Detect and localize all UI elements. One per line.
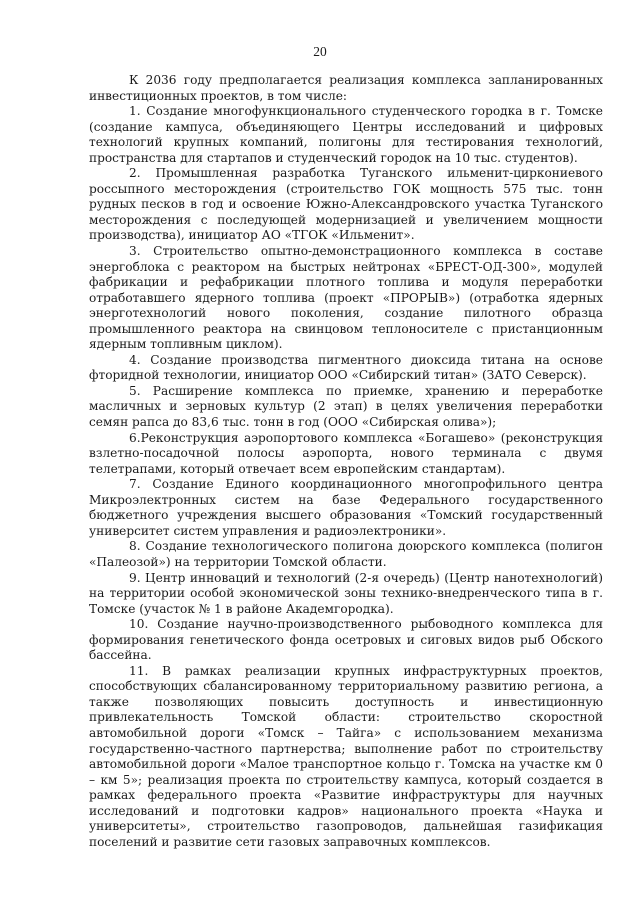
page-number: 20	[313, 44, 327, 59]
document-body	[89, 73, 603, 850]
list-item-10: 10. Создание научно-производственного рыбоводного комплекса для формирования генетического фонда осетровых и сиговых видов рыб Обского бассейна.	[89, 617, 603, 663]
list-item-8: 8. Создание технологического полигона доюрского комплекса (полигон «Палеозой») на территории Томской области.	[89, 539, 603, 569]
list-item-9: 9. Центр инноваций и технологий (2-я очередь) (Центр нанотехнологий) на территории особой экономической зоны технико-внедренческого типа в г. Томске (участок № 1 в районе Академгородка).	[89, 570, 603, 616]
list-item-5: 5. Расширение комплекса по приемке, хранению и переработке масличных и зерновых культур (2 этап) в целях увеличения переработки семян рапса до 83,6 тыс. тонн в год (ООО «Сибирская олива»);	[89, 383, 603, 430]
list-item-6: 6.Реконструкция аэропортового комплекса «Богашево» (реконструкция взлетно-посадочной полосы аэропорта, нового терминала с двумя телетрапами, который отвечает всем европейским стандартам).	[89, 430, 603, 476]
list-item-3: 3. Строительство опытно-демонстрационного комплекса в составе энергоблока с реактором на быстрых нейтронах «БРЕСТ-ОД-300», модулей фабрикации и рефабрикации плотного топлива и модуля переработки отработавшего ядерного топлива (проект «ПРОРЫВ») (отработка ядерных энерготехнологий нового поколения, создание пилотного образца промышленного реактора на свинцовом теплоносителе с пристанционным ядерным топливным циклом).	[89, 244, 603, 352]
paragraph-intro: К 2036 году предполагается реализация комплекса запланированных инвестиционных проектов, в том числе:	[89, 73, 603, 103]
list-item-2: 2. Промышленная разработка Туганского ильменит-циркониевого россыпного месторождения (строительство ГОК мощность 575 тыс. тонн рудных песков в год и освоение Южно-Александровского участка Туганского месторождения с последующей модернизацией и увеличением мощности производства), инициатор АО «ТГОК «Ильменит».	[89, 166, 603, 243]
list-item-1: 1. Создание многофункционального студенческого городка в г. Томске (создание кампуса, объединяющего Центры исследований и цифровых технологий крупных компаний, полигоны для тестирования технологий, пространства для стартапов и студенческий городок на 10 тыс. студентов).	[89, 104, 603, 165]
list-item-4: 4. Создание производства пигментного диоксида титана на основе фторидной технологии, инициатор ООО «Сибирский титан» (ЗАТО Северск).	[89, 352, 603, 383]
list-item-11: 11. В рамках реализации крупных инфраструктурных проектов, способствующих сбалансированному территориальному развитию региона, а также позволяющих повысить доступность и инвестиционную привлекательность Томской области: строительство скоростной автомобильной дороги «Томск – Тайга» с использованием механизма государственно-частного партнерства; выполнение работ по строительству автомобильной дороги «Малое транспортное кольцо г. Томска на участке км 0 – км 5»; реализация проекта по строительству кампуса, который создается в рамках федерального проекта «Развитие инфраструктуры для научных исследований и подготовки кадров» национального проекта «Наука и университеты», строительство газопроводов, дальнейшая газификация поселений и развитие сети газовых заправочных комплексов.	[89, 663, 603, 849]
list-item-7: 7. Создание Единого координационного многопрофильного центра Микроэлектронных систем на базе Федерального государственного бюджетного учреждения высшего образования «Томский государственный университет систем управления и радиоэлектроники».	[89, 477, 603, 538]
